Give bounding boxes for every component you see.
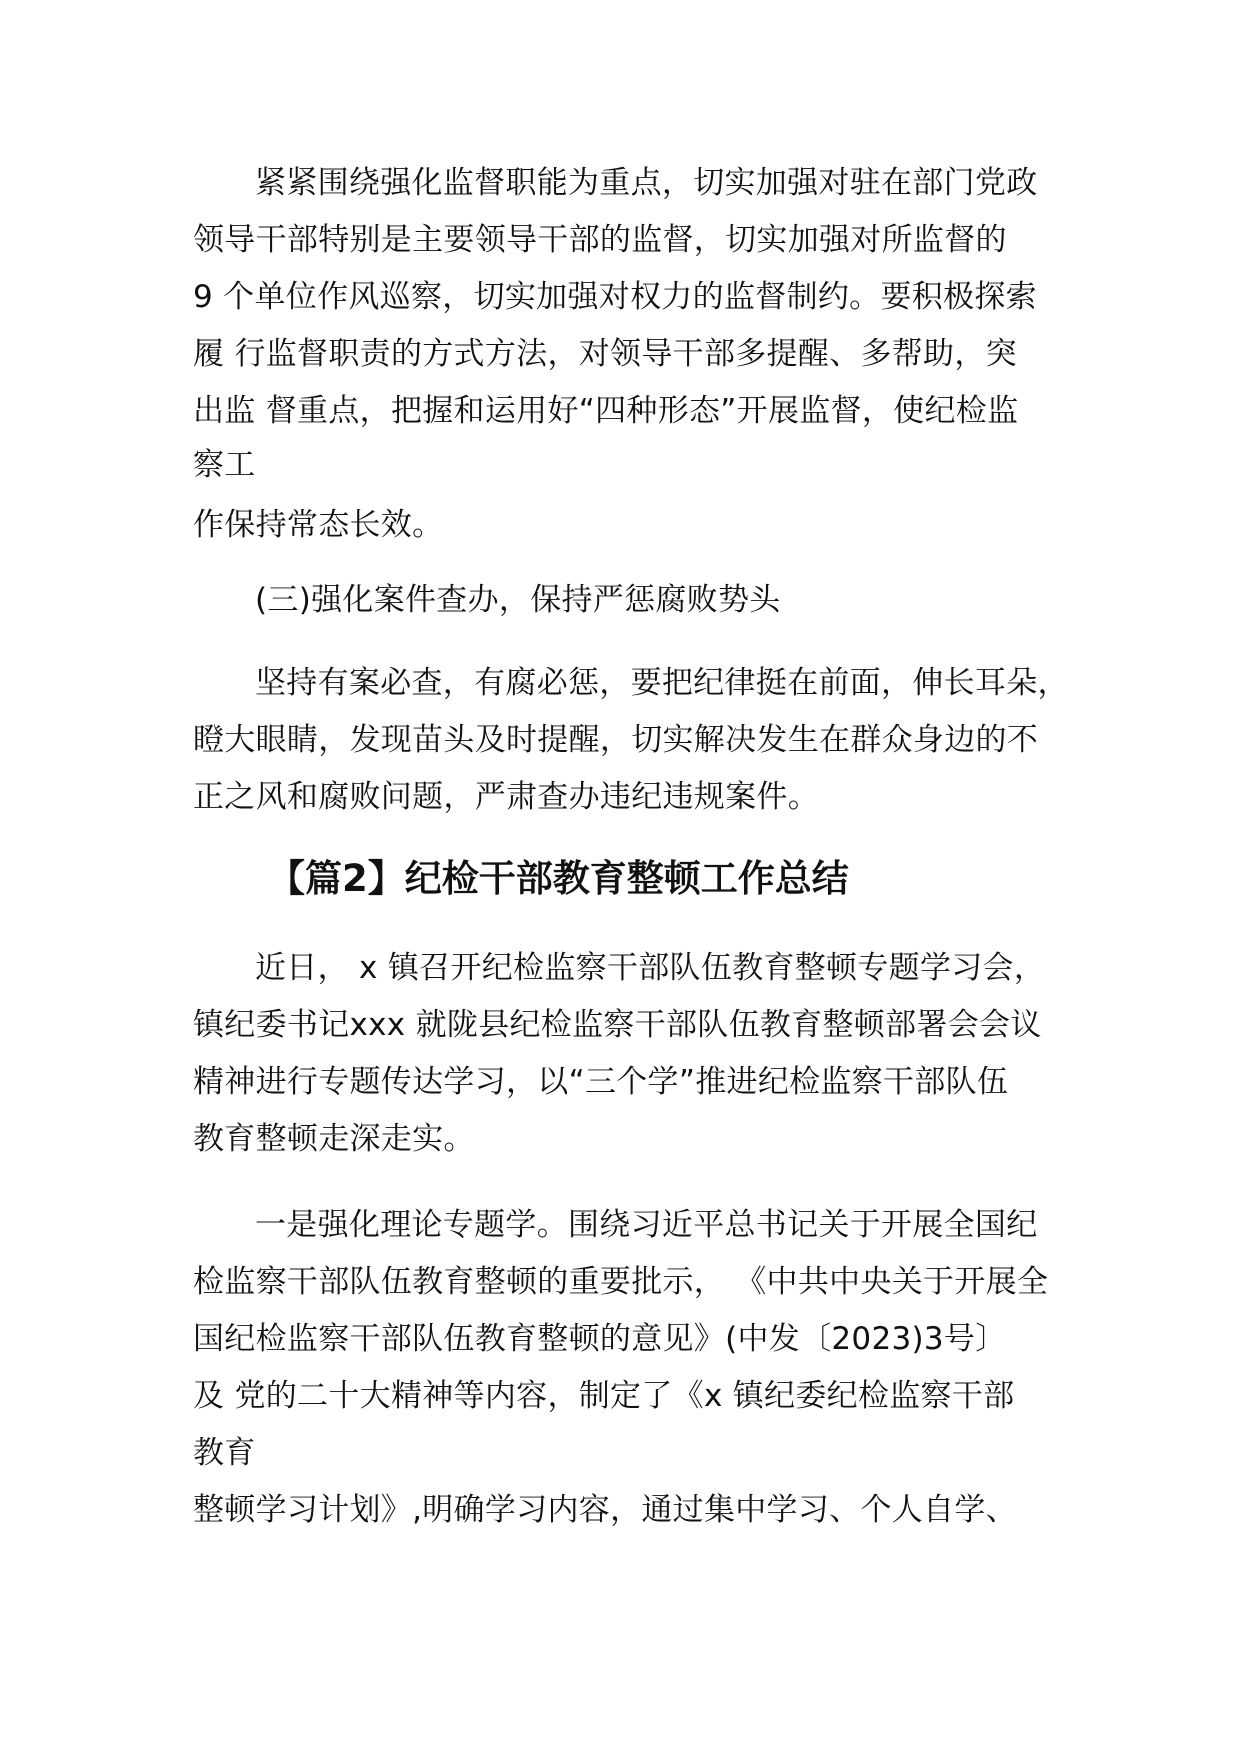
paragraph-line: 检监察干部队伍教育整顿的重要批示， 《中共中央关于开展全 xyxy=(193,1264,1049,1300)
paragraph-line: 精神进行专题传达学习，以“三个学”推进纪检监察干部队伍 xyxy=(193,1064,1009,1100)
paragraph-line: 教育整顿走深走实。 xyxy=(193,1121,475,1157)
paragraph-line: 察工 xyxy=(193,447,256,483)
paragraph-line: 镇纪委书记xxx 就陇县纪检监察干部队伍教育整顿部署会会议 xyxy=(193,1007,1042,1043)
paragraph-line: 瞪大眼睛，发现苗头及时提醒，切实解决发生在群众身边的不 xyxy=(193,722,1039,758)
paragraph-line: 紧紧围绕强化监督职能为重点，切实加强对驻在部门党政 xyxy=(255,165,1038,201)
paragraph-line: 近日， x 镇召开纪检监察干部队伍教育整顿专题学习会， xyxy=(255,950,1046,986)
paragraph-line: 领导干部特别是主要领导干部的监督，切实加强对所监督的 xyxy=(193,222,1007,258)
subheading: (三)强化案件查办，保持严惩腐败势头 xyxy=(255,582,781,618)
paragraph-line: 教育 xyxy=(193,1435,256,1471)
paragraph-line: 9 个单位作风巡察，切实加强对权力的监督制约。要积极探索 xyxy=(193,279,1037,315)
paragraph-line: 出监 督重点，把握和运用好“四种形态”开展监督，使纪检监 xyxy=(193,393,1019,429)
paragraph-line: 坚持有案必查，有腐必惩，要把纪律挺在前面，伸长耳朵， xyxy=(255,665,1069,701)
paragraph-line: 作保持常态长效。 xyxy=(193,507,444,543)
paragraph-line: 及 党的二十大精神等内容，制定了《x 镇纪委纪检监察干部 xyxy=(193,1378,1015,1414)
paragraph-line: 正之风和腐败问题，严肃查办违纪违规案件。 xyxy=(193,779,819,815)
section-title: 【篇2】纪检干部教育整顿工作总结 xyxy=(268,857,849,900)
paragraph-line: 整顿学习计划》,明确学习内容，通过集中学习、个人自学、 xyxy=(193,1492,1017,1528)
paragraph-line: 国纪检监察干部队伍教育整顿的意见》(中发〔2023)3号〕 xyxy=(193,1321,1007,1357)
paragraph-line: 履 行监督职责的方式方法，对领导干部多提醒、多帮助，突 xyxy=(193,336,1017,372)
paragraph-line: 一是强化理论专题学。围绕习近平总书记关于开展全国纪 xyxy=(255,1207,1038,1243)
